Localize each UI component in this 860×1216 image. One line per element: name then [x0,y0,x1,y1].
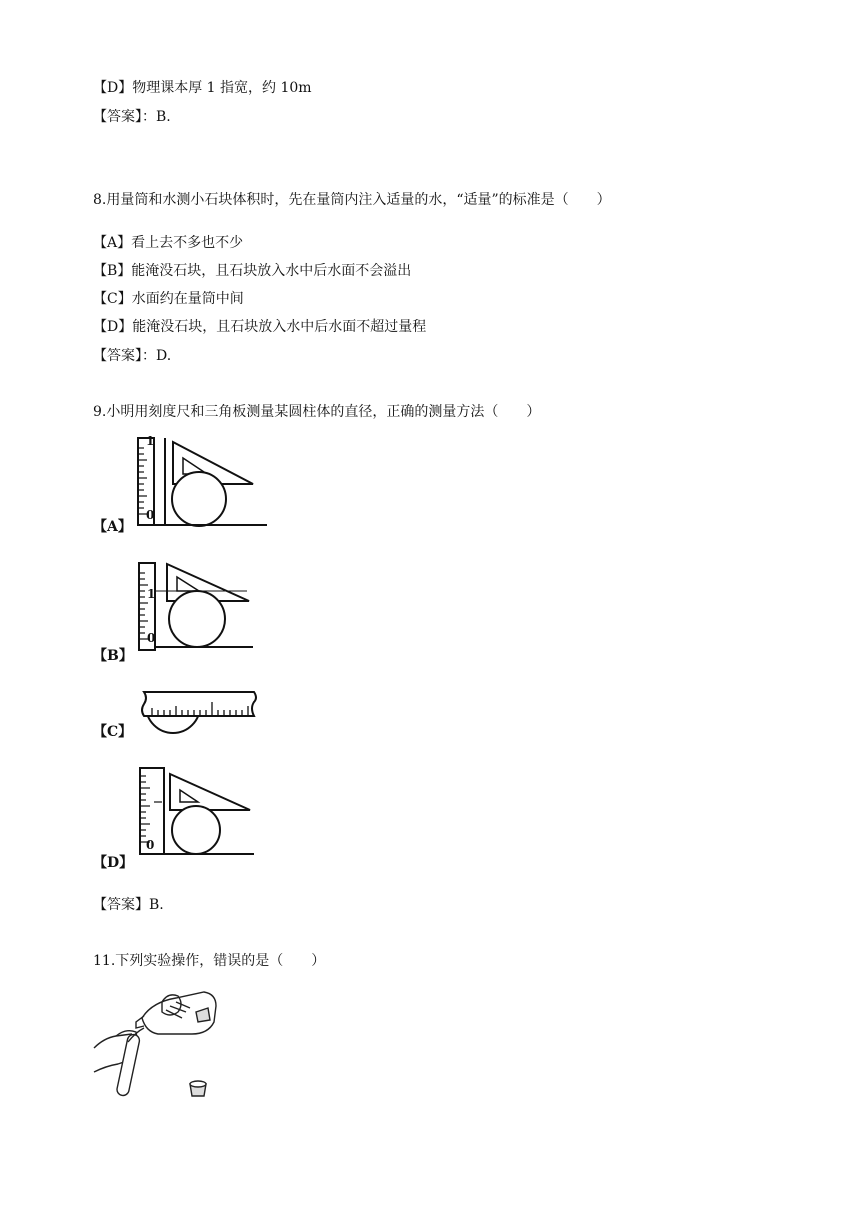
figure-c-horizontal-ruler [138,688,262,740]
figure-d-ruler-triangle [136,766,260,858]
figure-a-mark-0: 0 [146,508,155,522]
q8-answer: 【答案】：D. [93,348,172,364]
q8-option-a: 【A】看上去不多也不少 [93,235,244,251]
q11-question: 11.下列实验操作，错误的是（ ） [93,953,326,969]
q9-answer: 【答案】B. [93,897,164,913]
figure-b-ruler-triangle [135,561,275,655]
q8-option-b: 【B】能淹没石块，且石块放入水中后水面不会溢出 [93,263,412,279]
figure-pouring-liquid [92,988,228,1104]
q7-answer: 【答案】：B. [93,109,171,125]
q9-option-b-label: 【B】 [93,648,133,664]
q8-option-c: 【C】水面约在量筒中间 [93,291,244,307]
q9-option-c-label: 【C】 [93,724,133,740]
q9-question: 9.小明用刻度尺和三角板测量某圆柱体的直径，正确的测量方法（ ） [93,404,541,420]
figure-a-ruler-triangle [135,436,275,530]
q8-question: 8.用量筒和水测小石块体积时，先在量筒内注入适量的水，“适量”的标准是（ ） [93,192,611,208]
q9-option-d-label: 【D】 [93,855,134,871]
q9-option-a-label: 【A】 [93,519,132,535]
q7-option-d: 【D】物理课本厚 1 指宽，约 10m [93,80,312,96]
figure-d-mark-0: 0 [146,838,155,852]
figure-b-mark-1: 1 [147,587,156,601]
q8-option-d: 【D】能淹没石块，且石块放入水中后水面不超过量程 [93,319,427,335]
figure-b-mark-0: 0 [147,631,156,645]
figure-a-mark-1: 1 [146,434,155,448]
